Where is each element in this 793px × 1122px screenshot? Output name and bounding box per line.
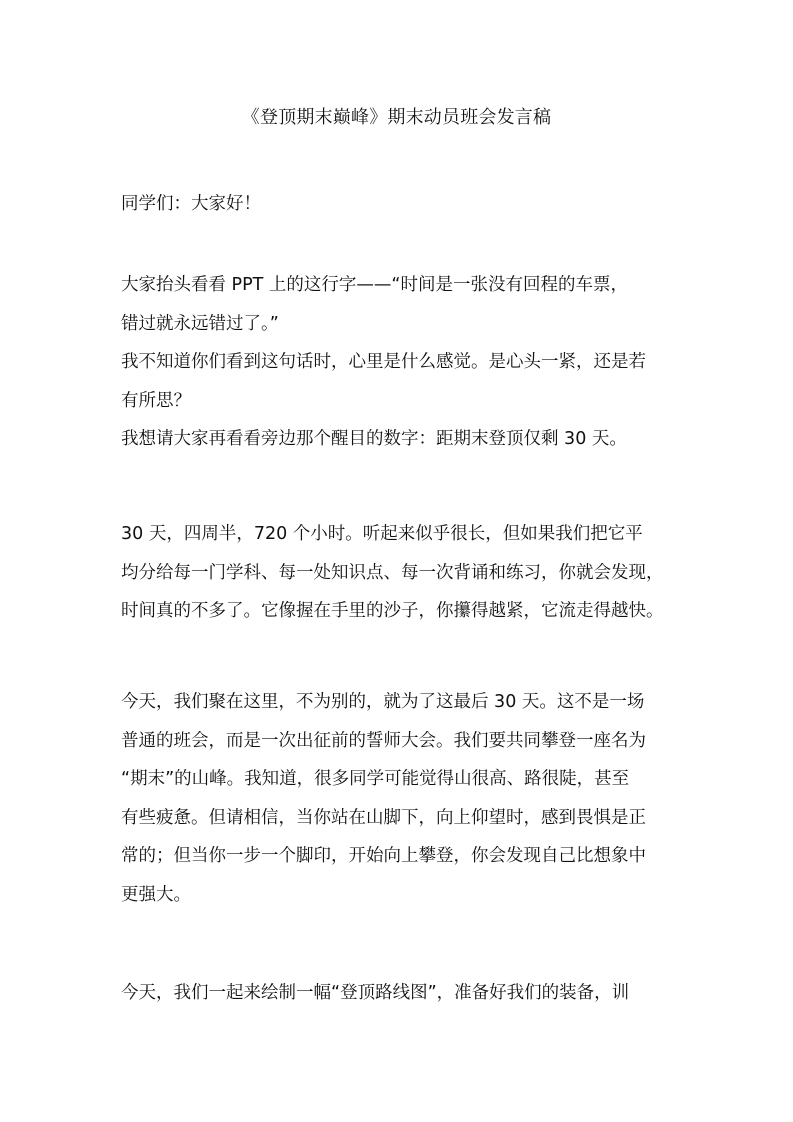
paragraph-line: 有些疲惫。但请相信，当你站在山脚下，向上仰望时，感到畏惧是正	[121, 807, 646, 828]
paragraph-line: 今天，我们一起来绘制一幅“登顶路线图”，准备好我们的装备，训	[121, 983, 630, 1003]
paragraph-line: 30 天，四周半，720 个小时。听起来似乎很长，但如果我们把它平	[121, 524, 643, 544]
paragraph-line: 我想请大家再看看旁边那个醒目的数字：距期末登顶仅剩 30 天。	[121, 429, 627, 449]
paragraph-line: 均分给每一门学科、每一处知识点、每一次背诵和练习，你就会发现，	[121, 562, 664, 583]
paragraph-4	[121, 974, 676, 1013]
paragraph-line: 更强大。	[121, 884, 191, 905]
paragraph-line: 错过就永远错过了。”	[121, 313, 279, 334]
paragraph-1	[121, 266, 676, 459]
paragraph-line: 普通的班会，而是一次出征前的誓师大会。我们要共同攀登一座名为	[121, 730, 646, 751]
paragraph-line: 有所思？	[121, 390, 191, 411]
paragraph-line: 常的；但当你一步一个脚印，开始向上攀登，你会发现自己比想象中	[121, 846, 646, 866]
paragraph-3	[121, 683, 676, 914]
paragraph-2	[121, 515, 676, 631]
paragraph-line: 大家抬头看看 PPT 上的这行字——“时间是一张没有回程的车票，	[121, 275, 628, 295]
paragraph-line: “期末”的山峰。我知道，很多同学可能觉得山很高、路很陡，甚至	[121, 769, 630, 789]
paragraph-line: 时间真的不多了。它像握在手里的沙子，你攥得越紧，它流走得越快。	[121, 601, 664, 621]
document-title: 《登顶期末巅峰》期末动员班会发言稿	[241, 107, 552, 128]
paragraph-line: 今天，我们聚在这里，不为别的，就为了这最后 30 天。这不是一场	[121, 692, 645, 712]
paragraph-line: 我不知道你们看到这句话时，心里是什么感觉。是心头一紧，还是若	[121, 352, 646, 372]
greeting-line: 同学们：大家好！	[121, 194, 261, 214]
greeting	[121, 185, 676, 224]
